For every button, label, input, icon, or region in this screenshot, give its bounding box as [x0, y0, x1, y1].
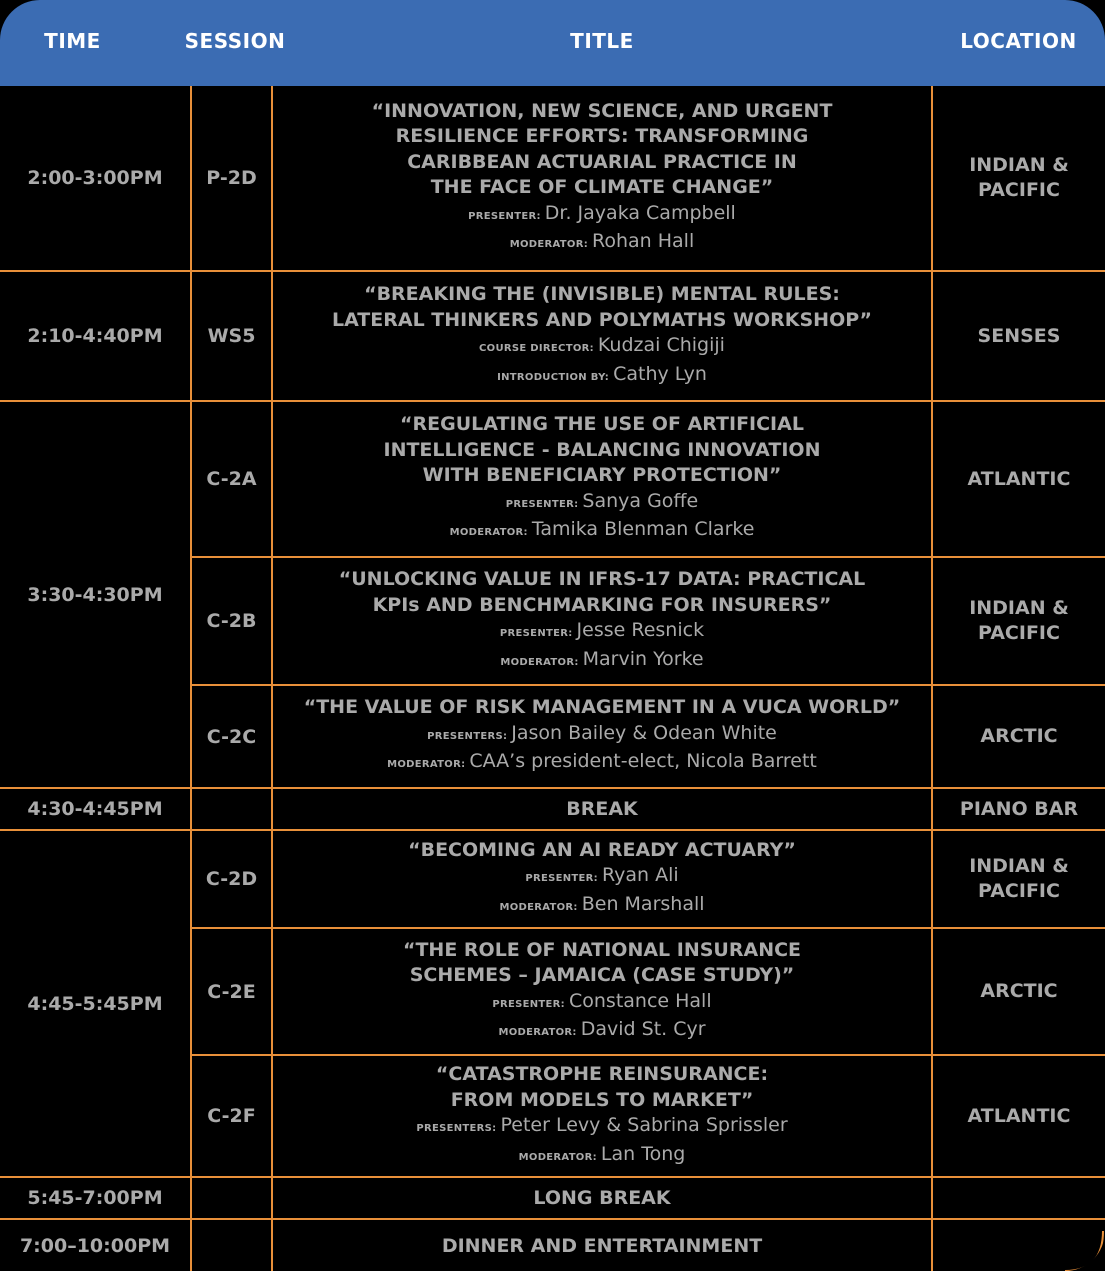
title-cell [272, 86, 932, 271]
location-line: INDIAN & [969, 597, 1069, 619]
session-cell: C-2C [191, 685, 272, 788]
title-cell [272, 271, 932, 401]
role-label: PRESENTER: [492, 998, 565, 1010]
person-name: Kudzai Chigiji [597, 334, 725, 356]
title-line: SCHEMES – JAMAICA (CASE STUDY)” [409, 964, 795, 986]
session-cell: WS5 [191, 271, 272, 401]
role-label: PRESENTER: [505, 498, 579, 510]
session-cell: C-2D [191, 830, 272, 928]
person-name: David St. Cyr [580, 1018, 706, 1040]
location-line: PACIFIC [978, 880, 1060, 902]
title-line: RESILIENCE EFFORTS: TRANSFORMING [395, 125, 809, 147]
session-title [273, 695, 931, 721]
title-line: “BREAKING THE (INVISIBLE) MENTAL RULES: [364, 283, 840, 305]
role-label: PRESENTER: [499, 628, 573, 639]
location-line: ARCTIC [980, 980, 1058, 1002]
presenter-line [273, 1113, 931, 1142]
person-name: Peter Levy & Sabrina Sprissler [500, 1114, 788, 1136]
time-cell: 5:45-7:00PM [0, 1177, 191, 1219]
role-label: COURSE DIRECTOR: [479, 343, 594, 354]
header-title: TITLE [570, 29, 634, 53]
location-line: ARCTIC [980, 725, 1058, 747]
moderator-line [273, 517, 931, 546]
title-line: WITH BENEFICIARY PROTECTION” [422, 464, 782, 487]
title-line: “INNOVATION, NEW SCIENCE, AND URGENT [371, 99, 833, 122]
time-cell: 4:30-4:45PM [0, 788, 191, 830]
role-label: MODERATOR: [509, 239, 589, 250]
presenter-line [273, 489, 931, 518]
moderator-line [273, 1017, 931, 1046]
moderator-line [273, 1142, 931, 1171]
title-line: KPIs AND BENCHMARKING FOR INSURERS” [372, 593, 832, 616]
session-cell [191, 788, 272, 830]
table-row [0, 86, 1105, 271]
session-cell: C-2E [191, 928, 272, 1055]
location-line: INDIAN & [969, 855, 1069, 877]
role-label: MODERATOR: [387, 759, 466, 771]
presenter-line [273, 989, 931, 1018]
title-line: CARIBBEAN ACTUARIAL PRACTICE IN [407, 150, 797, 173]
table-row [0, 830, 1105, 928]
session-title [273, 1062, 931, 1113]
title-cell [272, 928, 932, 1055]
role-label: PRESENTERS: [427, 730, 508, 742]
session-cell [191, 1177, 272, 1219]
role-label: PRESENTERS: [416, 1123, 497, 1134]
person-name: Dr. Jayaka Campbell [544, 201, 736, 224]
schedule-body [0, 86, 1105, 1271]
session-cell: C-2A [191, 401, 272, 557]
table-row [0, 271, 1105, 401]
moderator-line [273, 229, 931, 258]
role-label: PRESENTER: [468, 210, 541, 222]
moderator-line [273, 647, 931, 676]
time-cell: 4:45-5:45PM [0, 830, 191, 1177]
corner-curve [1065, 1231, 1105, 1271]
title-cell [272, 830, 932, 928]
session-cell: C-2F [191, 1055, 272, 1177]
presenter-line [273, 333, 931, 362]
presenter-line [273, 863, 931, 892]
location-cell [932, 271, 1105, 401]
presenter-line [273, 618, 931, 647]
table-row [0, 788, 1105, 830]
table-row [0, 1219, 1105, 1271]
table-row [0, 1177, 1105, 1219]
time-cell: 7:00–10:00PM [0, 1219, 191, 1271]
title-line: “CATASTROPHE REINSURANCE: [435, 1063, 769, 1085]
person-name: CAA’s president-elect, Nicola Barrett [469, 750, 817, 773]
location-cell [932, 830, 1105, 928]
table-header [0, 0, 1105, 86]
location-cell [932, 928, 1105, 1055]
session-title [273, 567, 931, 618]
location-line: PACIFIC [978, 179, 1060, 201]
person-name: Marvin Yorke [582, 647, 704, 670]
person-name: Constance Hall [568, 989, 712, 1012]
session-title [273, 99, 931, 201]
person-name: Ryan Ali [601, 864, 679, 887]
header-location: LOCATION [960, 29, 1077, 53]
location-cell [932, 685, 1105, 788]
location-cell [932, 86, 1105, 271]
presenter-line [273, 721, 931, 750]
break-cell: LONG BREAK [272, 1177, 932, 1219]
moderator-line [273, 362, 931, 391]
title-line: “UNLOCKING VALUE IN IFRS-17 DATA: PRACTICAL [338, 568, 866, 590]
location-cell [932, 788, 1105, 830]
time-cell: 2:00-3:00PM [0, 86, 191, 271]
person-name: Sanya Goffe [582, 489, 699, 512]
person-name: Lan Tong [600, 1142, 686, 1165]
title-cell [272, 1055, 932, 1177]
session-cell [191, 1219, 272, 1271]
break-cell: DINNER AND ENTERTAINMENT [272, 1219, 932, 1271]
title-line: FROM MODELS TO MARKET” [450, 1088, 754, 1111]
header-session: SESSION [184, 29, 286, 53]
person-name: Ben Marshall [581, 892, 705, 915]
moderator-line [273, 892, 931, 921]
location-line: SENSES [977, 324, 1061, 347]
location-cell [932, 401, 1105, 557]
role-label: MODERATOR: [500, 656, 579, 668]
location-line: PIANO BAR [959, 797, 1079, 820]
title-cell [272, 557, 932, 685]
title-line: “BECOMING AN AI READY ACTUARY” [408, 838, 796, 861]
session-title [273, 412, 931, 489]
title-line: “THE VALUE OF RISK MANAGEMENT IN A VUCA WORLD” [303, 696, 901, 719]
person-name: Tamika Blenman Clarke [531, 518, 755, 541]
person-name: Rohan Hall [592, 230, 695, 252]
title-line: “THE ROLE OF NATIONAL INSURANCE [402, 938, 802, 961]
role-label: PRESENTER: [525, 873, 598, 885]
session-title [273, 282, 931, 333]
location-cell [932, 1177, 1105, 1219]
title-cell [272, 685, 932, 788]
title-cell [272, 401, 932, 557]
title-line: THE FACE OF CLIMATE CHANGE” [430, 176, 774, 198]
session-cell: C-2B [191, 557, 272, 685]
person-name: Cathy Lyn [613, 362, 707, 385]
session-title [273, 938, 931, 989]
role-label: MODERATOR: [449, 527, 528, 539]
location-line: INDIAN & [969, 154, 1069, 176]
person-name: Jason Bailey & Odean White [511, 721, 777, 744]
session-cell: P-2D [191, 86, 272, 271]
title-line: INTELLIGENCE - BALANCING INNOVATION [383, 438, 821, 461]
title-line: “REGULATING THE USE OF ARTIFICIAL [400, 413, 804, 436]
time-cell: 3:30-4:30PM [0, 401, 191, 788]
session-title [273, 838, 931, 864]
role-label: MODERATOR: [499, 901, 578, 913]
location-line: ATLANTIC [967, 467, 1071, 490]
header-time: TIME [44, 29, 101, 53]
location-line: PACIFIC [978, 622, 1060, 644]
role-label: MODERATOR: [498, 1027, 577, 1038]
time-cell: 2:10-4:40PM [0, 271, 191, 401]
person-name: Jesse Resnick [576, 619, 705, 641]
role-label: INTRODUCTION BY: [497, 371, 610, 383]
moderator-line [273, 749, 931, 778]
title-line: LATERAL THINKERS AND POLYMATHS WORKSHOP” [331, 308, 873, 331]
break-cell: BREAK [272, 788, 932, 830]
location-cell [932, 557, 1105, 685]
presenter-line [273, 201, 931, 230]
role-label: MODERATOR: [518, 1151, 597, 1163]
location-cell [932, 1055, 1105, 1177]
location-line: ATLANTIC [967, 1104, 1071, 1127]
table-row [0, 401, 1105, 557]
